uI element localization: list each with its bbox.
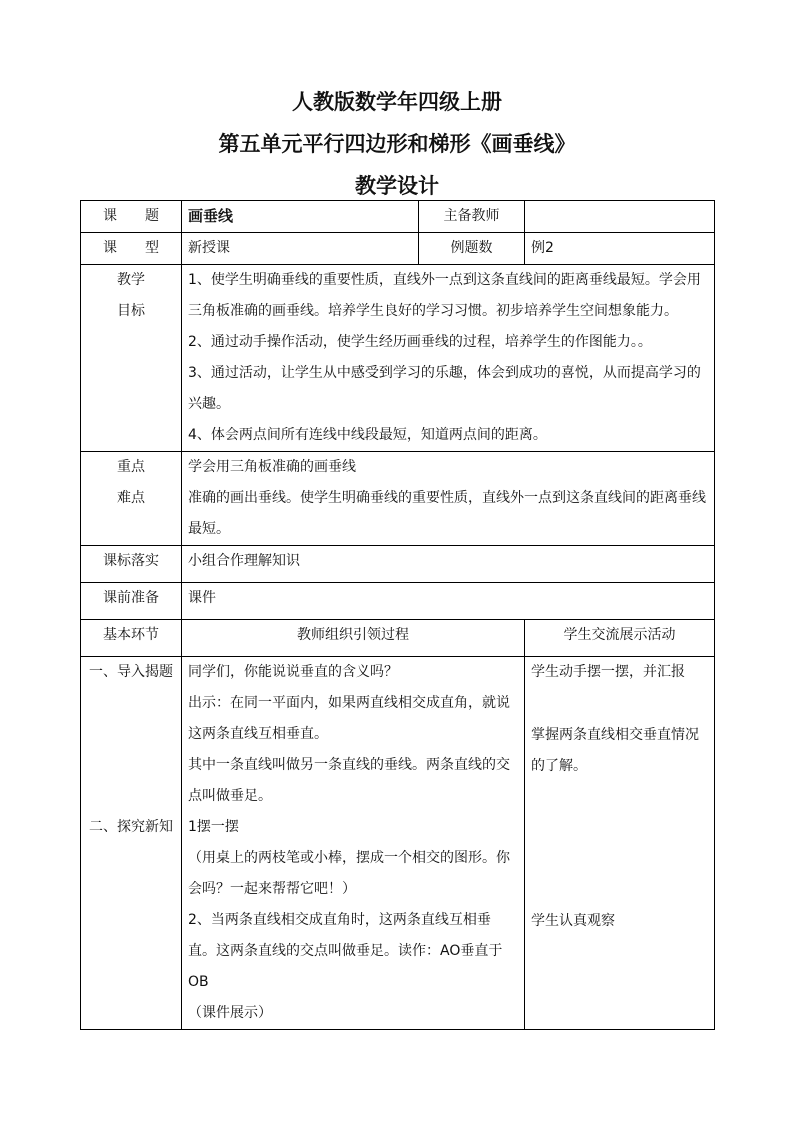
standard-value: 小组合作理解知识 [182,546,715,583]
standard-label: 课标落实 [81,546,182,583]
process-stages [81,657,182,1030]
keypoint-item-2: 准确的画出垂线。使学生明确垂线的重要性质，直线外一点到这条直线间的距离垂线最短。 [188,490,706,537]
topic-value: 画垂线 [182,201,419,233]
goals-row [81,265,715,452]
example-count-value: 例2 [525,233,715,265]
prep-value: 课件 [182,583,715,620]
teacher-line-4: 1摆一摆 [188,819,239,835]
teacher-process [182,657,525,1030]
teacher-line-7: （课件展示） [188,1005,272,1021]
teacher-line-1: 同学们，你能说说垂直的含义吗？ [188,664,398,680]
keypoints-label-line1: 重点 [117,459,145,475]
topic-row [81,201,715,233]
goal-item-3: 3、通过活动，让学生从中感受到学习的乐趣，体会到成功的喜悦，从而提高学习的兴趣。 [188,365,701,412]
teacher-line-6: 2、当两条直线相交成直角时，这两条直线互相垂直。这两条直线的交点叫做垂足。读作：AO垂直于OB [188,912,503,990]
type-row [81,233,715,265]
document-heading: 教学设计 [355,174,439,198]
type-value: 新授课 [182,233,419,265]
topic-label: 课 题 [81,201,182,233]
goal-item-2: 2、通过动手操作活动，使学生经历画垂线的过程，培养学生的作图能力。。 [188,334,652,350]
goal-item-1: 1、使学生明确垂线的重要性质，直线外一点到这条直线间的距离垂线最短。学会用三角板准确的画垂线。培养学生良好的学习习惯。初步培养学生空间想象能力。 [188,272,701,319]
keypoints-label-line2: 难点 [117,490,145,506]
prep-label: 课前准备 [81,583,182,620]
process-row [81,657,715,1030]
document-subtitle: 第五单元平行四边形和梯形《画垂线》 [218,132,576,156]
student-activities [525,657,715,1030]
example-count-label: 例题数 [419,233,525,265]
teacher-label: 主备教师 [419,201,525,233]
header-stage: 基本环节 [81,620,182,657]
stage-explore: 二、探究新知 [89,819,173,835]
teacher-line-5: （用桌上的两枝笔或小棒，摆成一个相交的图形。你会吗？一起来帮帮它吧！） [188,850,510,897]
teacher-value [525,201,715,233]
goals-label-line2: 目标 [117,303,145,319]
stage-intro: 一、导入揭题 [89,664,173,680]
document-title: 人教版数学年四级上册 [292,90,502,114]
student-activity-1: 学生动手摆一摆，并汇报 [531,664,685,680]
goals-content [182,265,715,452]
teacher-line-2: 出示：在同一平面内，如果两直线相交成直角，就说这两条直线互相垂直。 [188,695,510,742]
student-activity-3: 学生认真观察 [531,913,615,929]
keypoint-item-1: 学会用三角板准确的画垂线 [188,459,356,475]
lesson-plan-table [80,200,715,1030]
keypoints-label [81,452,182,546]
goals-label [81,265,182,452]
keypoints-row [81,452,715,546]
teacher-line-3: 其中一条直线叫做另一条直线的垂线。两条直线的交点叫做垂足。 [188,757,510,804]
prep-row [81,583,715,620]
goals-label-line1: 教学 [117,272,145,288]
keypoints-content [182,452,715,546]
header-student: 学生交流展示活动 [525,620,715,657]
standard-row [81,546,715,583]
goal-item-4: 4、体会两点间所有连线中线段最短，知道两点间的距离。 [188,427,547,443]
process-header-row [81,620,715,657]
type-label: 课 型 [81,233,182,265]
header-teacher: 教师组织引领过程 [182,620,525,657]
student-activity-2: 掌握两条直线相交垂直情况的了解。 [531,727,699,774]
